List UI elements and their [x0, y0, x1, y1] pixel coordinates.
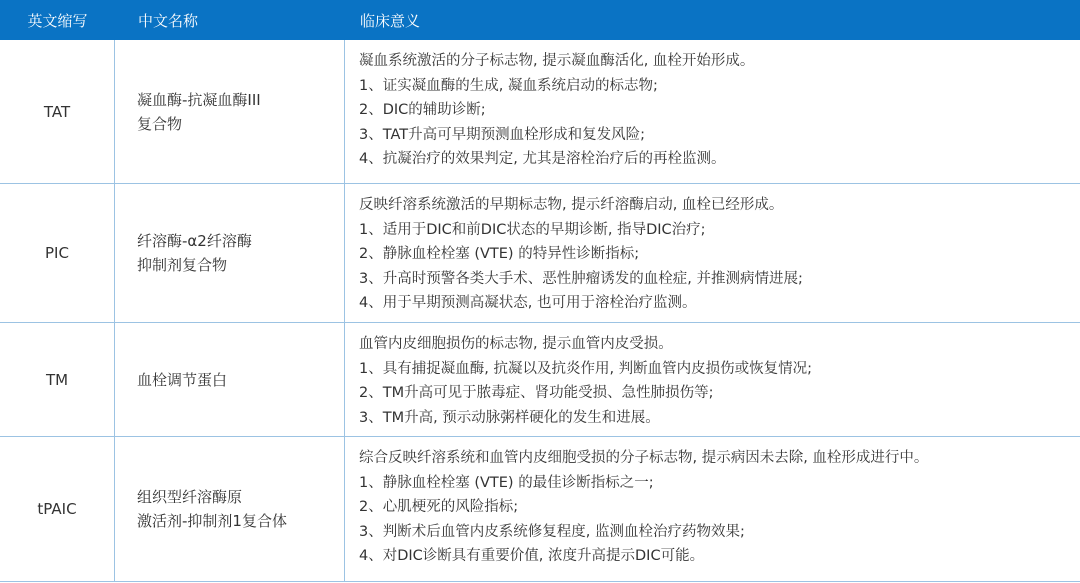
significance-line: 3、升高时预警各类大手术、恶性肿瘤诱发的血栓症, 并推测病情进展; [359, 270, 803, 287]
significance-line: 血管内皮细胞损伤的标志物, 提示血管内皮受损。 [359, 336, 673, 352]
chinese-name-cell [115, 437, 345, 581]
name-line: 凝血酶-抗凝血酶III [137, 90, 261, 109]
significance-line: 3、TM升高, 预示动脉粥样硬化的发生和进展。 [359, 409, 660, 426]
name-line: 血栓调节蛋白 [137, 370, 228, 389]
chinese-name-cell [115, 40, 345, 183]
significance-line: 3、判断术后血管内皮系统修复程度, 监测血栓治疗药物效果; [359, 523, 745, 540]
significance-line: 2、静脉血栓栓塞 (VTE) 的特异性诊断指标; [359, 246, 640, 262]
significance-line: 综合反映纤溶系统和血管内皮细胞受损的分子标志物, 提示病因未去除, 血栓形成进行中。 [359, 450, 929, 466]
significance-line: 3、TAT升高可早期预测血栓形成和复发风险; [359, 126, 645, 143]
clinical-significance-cell [345, 40, 1080, 183]
abbreviation-cell: tPAIC [0, 437, 115, 581]
table-row [0, 323, 1080, 437]
significance-line: 反映纤溶系统激活的早期标志物, 提示纤溶酶启动, 血栓已经形成。 [359, 197, 784, 213]
significance-line: 1、证实凝血酶的生成, 凝血系统启动的标志物; [359, 77, 658, 94]
header-chinese-name: 中文名称 [138, 11, 199, 30]
significance-line: 2、TM升高可见于脓毒症、肾功能受损、急性肺损伤等; [359, 385, 714, 401]
header-clinical-significance: 临床意义 [360, 11, 421, 30]
chinese-name-cell [115, 184, 345, 322]
name-line: 组织型纤溶酶原 [137, 488, 243, 506]
table-row [0, 184, 1080, 323]
name-line: 纤溶酶-α2纤溶酶 [137, 232, 252, 250]
header-abbreviation: 英文缩写 [27, 11, 88, 30]
table-row [0, 437, 1080, 582]
name-line: 复合物 [137, 114, 183, 133]
name-line: 激活剂-抑制剂1复合体 [137, 512, 287, 530]
abbreviation-cell: TM [0, 323, 115, 436]
significance-line: 4、抗凝治疗的效果判定, 尤其是溶栓治疗后的再栓监测。 [359, 151, 726, 167]
significance-line: 1、具有捕捉凝血酶, 抗凝以及抗炎作用, 判断血管内皮损伤或恢复情况; [359, 360, 813, 377]
abbreviation-cell: PIC [0, 184, 115, 322]
table-row [0, 40, 1080, 184]
name-line: 抑制剂复合物 [137, 256, 228, 274]
clinical-significance-cell [345, 323, 1080, 436]
significance-line: 凝血系统激活的分子标志物, 提示凝血酶活化, 血栓开始形成。 [359, 53, 755, 69]
significance-line: 1、适用于DIC和前DIC状态的早期诊断, 指导DIC治疗; [359, 221, 706, 238]
clinical-significance-cell [345, 184, 1080, 322]
significance-line: 1、静脉血栓栓塞 (VTE) 的最佳诊断指标之一; [359, 474, 654, 491]
significance-line: 2、心肌梗死的风险指标; [359, 499, 519, 515]
abbreviation-cell: TAT [0, 40, 115, 183]
significance-line: 2、DIC的辅助诊断; [359, 102, 486, 118]
significance-line: 4、用于早期预测高凝状态, 也可用于溶栓治疗监测。 [359, 295, 697, 311]
chinese-name-cell [115, 323, 345, 436]
clinical-significance-cell [345, 437, 1080, 581]
table-header [0, 0, 1080, 40]
significance-line: 4、对DIC诊断具有重要价值, 浓度升高提示DIC可能。 [359, 548, 705, 564]
